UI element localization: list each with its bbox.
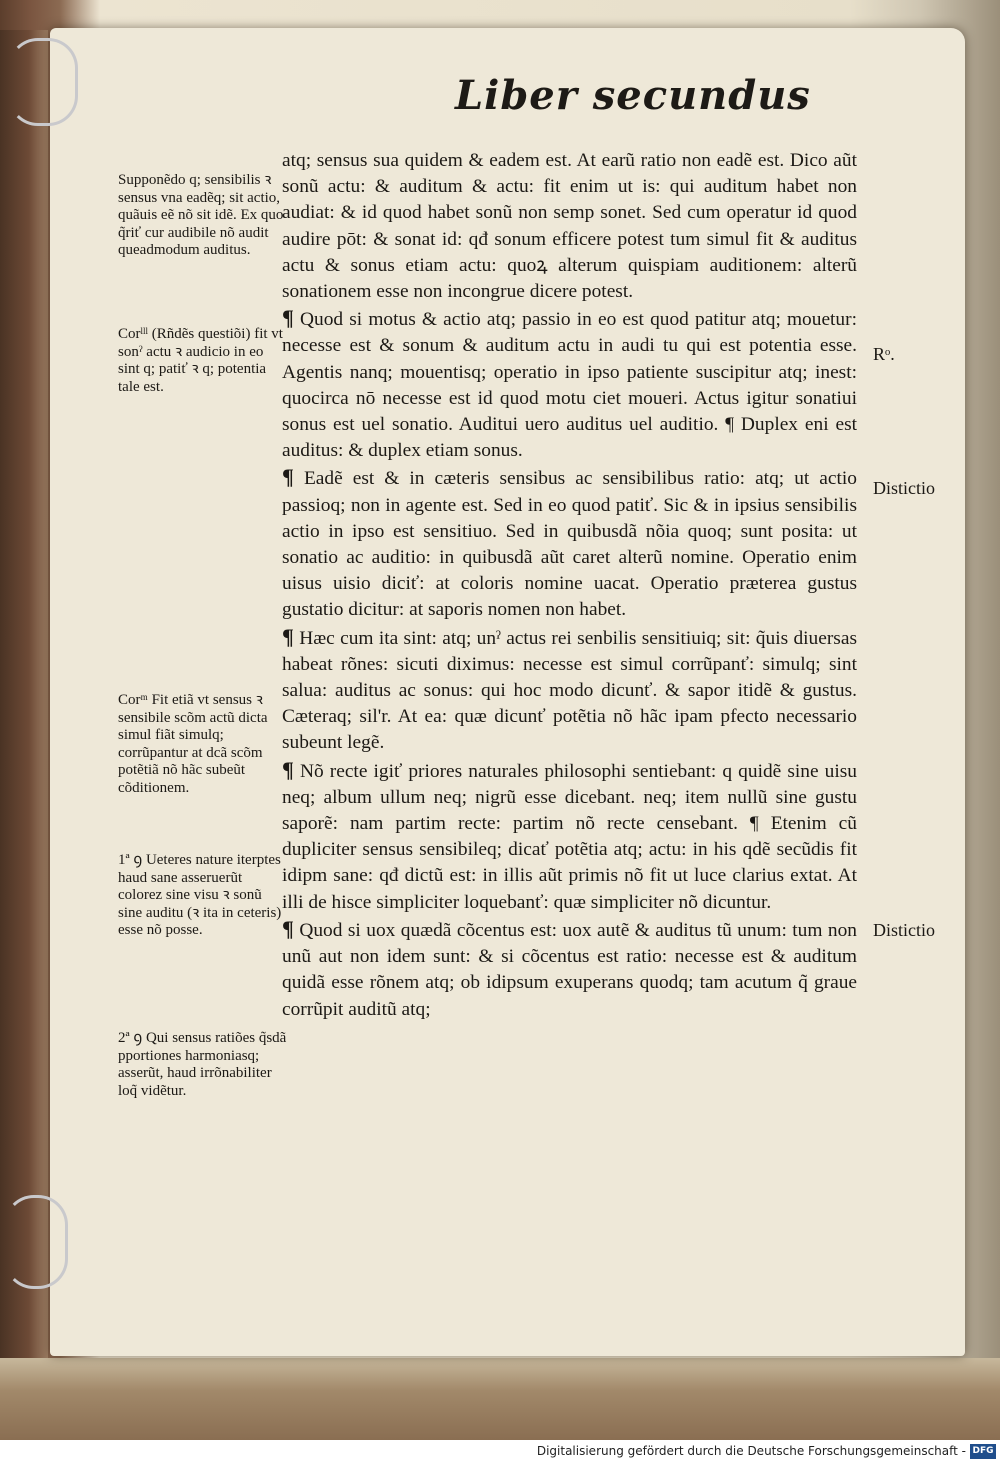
margin-note-right: Distictio (873, 920, 935, 940)
margin-note: Corᵐ Fit etiã vt sensus ꝛ sensibile scõm actũ dicta simul fiãt simulq; corrũpantur at dcã scõm potẽtiã nõ hãc subeũt cõditionem. (118, 692, 268, 796)
pilcrow-icon: ¶ (282, 915, 294, 941)
book-spine-edge (0, 30, 48, 1360)
footer-credit: Digitalisierung gefördert durch die Deutsche Forschungsgemeinschaft - (536, 1444, 966, 1458)
margin-note: 2ª ꝯ Qui sensus ratiões q̃sdã pportiones harmoniasq; asserũt, haud irrõnabiliter loq̃ vidẽtur. (118, 1030, 287, 1099)
paper-clip-top (8, 38, 78, 126)
paragraph-text: Quod si motus & actio atq; passio in eo est quod patitur atq; mouetur: necesse est & sonum & auditum actu in audi tu qui est potentia esse. Agentis nanq; mouentisq; operatio in ipso patiente suscipitur atq; inest: quocirca nō necesse est id quod motu ciet moueri. Actus igitur sonatiui sonus est uel sonatio. Auditui uero auditus uel auditio. ¶ Duplex eni est auditus: & duplex etiam sonus. (282, 309, 857, 462)
paper-clip-bottom (4, 1195, 68, 1289)
paragraph (282, 624, 857, 757)
dfg-logo: DFG (970, 1444, 996, 1459)
paragraph: atq; sensus sua quidem & eadem est. At earũ ratio non eadẽ est. Dico aũt sonũ actu: & auditum & actu: fit enim ut is: qui auditum habet non audiat: & id quod habet sonũ non semp sonet. Sed cum operatur id quod audire pōt: & sonat id: qđ sonum efficere potest tum simul fit & auditus actu & sonus etiam actu: quoꝝ alterum quispiam auditionem: alterũ sonationem esse non incongrue dicere potest. (282, 150, 857, 303)
pilcrow-icon: ¶ (282, 623, 294, 649)
paragraph (282, 464, 857, 623)
paragraph-text: Quod si uox quædã cõcentus est: uox autẽ & auditus tũ unum: tum non unũ aut non idem sunt: & si cõcentus est ratio: necesse est & auditum quidã esse rõnem atq; ob idipsum exuperans quodq; tam acutum q̃ graue corrũpit auditũ atq; (282, 919, 857, 1020)
pilcrow-icon: ¶ (282, 756, 294, 782)
margin-note-right: Rᵒ. (873, 344, 895, 364)
paragraph-text: Nõ recte igiť priores naturales philosophi sentiebant: q quidẽ sine uisu neq; album ullum neq; nigrũ esse dicebant. neq; item nullũ sine gustu saporẽ: nam partim recte: partim nõ recte censebant. ¶ Etenim cũ dupliciter sensus sensibileq; dicať potẽtia atq; actu: in his qdẽ secũdis fit idipm sane: qđ dictũ est: in illis aũt primis nõ fit ut luce clarius extat. At illi de hisce simpliciter loquebanť: quæ simpliciter nõ dicuntur. (282, 760, 857, 913)
book-bottom-edge (0, 1358, 1000, 1440)
margin-note-right: Distictio (873, 478, 935, 498)
running-head: Liber secundus (455, 72, 811, 119)
margin-note: Supponẽdo q; sensibilis ꝛ sensus vna eadẽq; sit actio, quãuis eẽ nõ sit idẽ. Ex quo q̃riť cur audibile nõ audit queadmodum auditus. (118, 172, 284, 259)
paragraph (282, 916, 857, 1023)
margin-note: 1ª ꝯ Ueteres nature iterptes haud sane asseruerũt colorez sine visu ꝛ sonũ sine auditu (ꝛ ita in ceteris) esse nõ posse. (118, 852, 282, 939)
paragraph (282, 757, 857, 916)
pilcrow-icon: ¶ (282, 305, 294, 331)
paragraph-text: Hæc cum ita sint: atq; unˀ actus rei senbilis sensitiuiq; sit: q̃uis diuersas habeat rõnes: sicuti diximus: necesse est simul corrũpanť: simulq; sint salua: auditus ac sonus: qui hoc modo dicunť. & sapor itidẽ & gustus. Cæteraq; sil'r. At ea: quæ dicunť potẽtia nõ hãc ipam pfecto necessario subeunt legẽ. (282, 627, 858, 754)
footer-bar (0, 1440, 1000, 1465)
main-text-column (282, 148, 857, 1023)
margin-note: Corˡˡˡ (Rñdẽs questiõi) fit vt sonˀ actu ꝛ audicio in eo sint q; patiť ꝛ q; potentia tale est. (118, 326, 283, 395)
paragraph (282, 305, 857, 464)
paragraph-text: Eadẽ est & in cæteris sensibus ac sensibilibus ratio: atq; ut actio passioq; non in agente est. Sed in eo quod patiť. Sic & in ipsius sensibilis actio in ipso est sensitiuo. Sed in quibusdã nõia quoq; sunt posita: ut sonatio ac auditio: in quibusdã aũt caret alterũ nomine. Operatio enim uisus uisio diciť: at coloris nomine uacat. Operatio præterea gustus gustatio dicitur: at saporis nomen non habet. (282, 468, 857, 621)
pilcrow-icon: ¶ (282, 464, 294, 490)
